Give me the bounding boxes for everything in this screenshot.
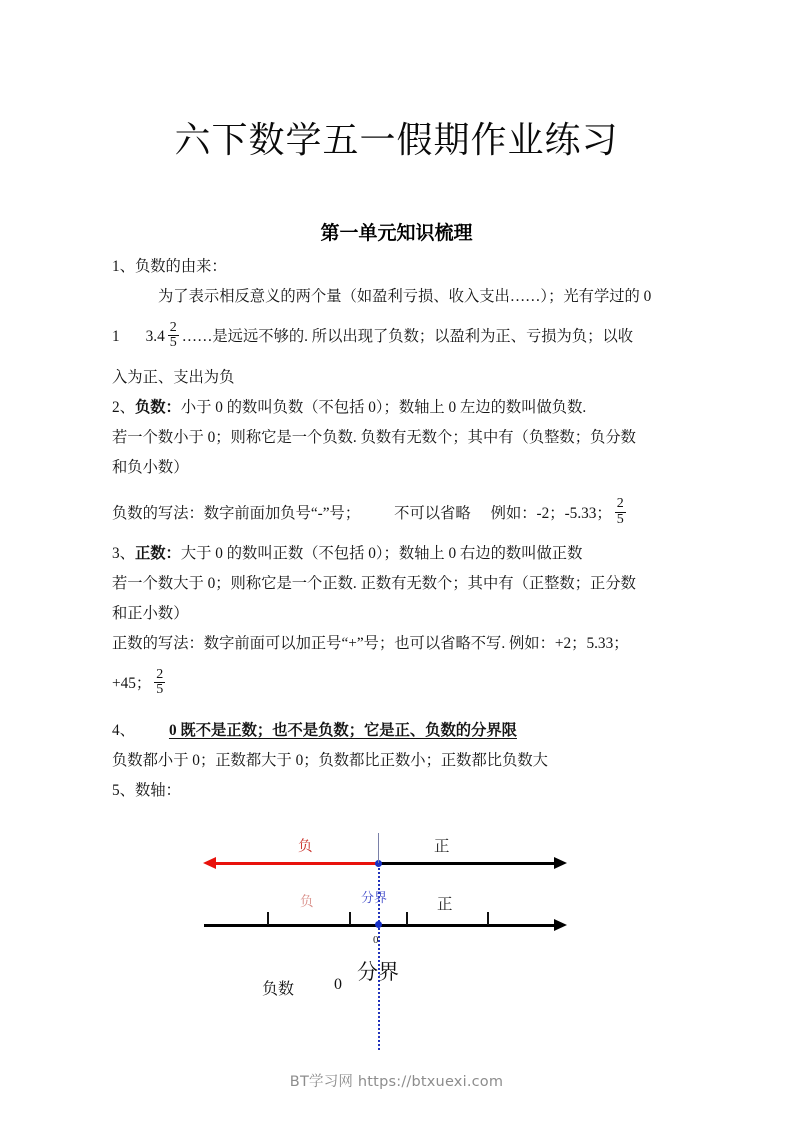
section-3-term: 正数： — [134, 545, 181, 563]
section-2-line-4 — [112, 496, 682, 530]
caption-boundary: 分界 — [357, 960, 399, 984]
lower-negative-label: 负 — [300, 894, 314, 909]
boundary-label-upper: 分界 — [361, 890, 388, 905]
section-1-label: 1、负数的由来： — [112, 258, 227, 275]
section-2-number: 2、 — [112, 398, 135, 416]
footer-watermark: BT学习网 https://btxuexi.com — [289, 1074, 504, 1090]
upper-positive-label: 正 — [434, 838, 450, 855]
caption-negative-numbers: 负数 — [262, 981, 295, 998]
section-1-p2-integer: 1 — [112, 328, 120, 345]
section-2-examples: 例如：-2；-5.33； — [490, 504, 612, 522]
tick-mark — [267, 912, 269, 925]
section-2-definition: 小于 0 的数叫负数（不包括 0）；数轴上 0 左边的数叫做负数. — [180, 398, 587, 416]
section-3-line-3: 和正小数） — [112, 605, 189, 623]
section-1-paragraph-1: 为了表示相反意义的两个量（如盈利亏损、收入支出……）；光有学过的 0 — [158, 288, 652, 305]
tick-mark — [349, 912, 351, 925]
section-2-notation-rule: 负数的写法：数字前面加负号“-”号； — [112, 504, 361, 522]
upper-negative-label: 负 — [298, 839, 313, 855]
fraction-numerator: 2 — [616, 496, 624, 512]
origin-zero-mark: 0 — [373, 934, 379, 946]
section-4-line-1 — [112, 716, 682, 746]
section-4-number: 4、 — [112, 721, 135, 739]
section-1-paragraph-2 — [112, 319, 682, 353]
section-1-p2-decimal: 3.4 — [145, 328, 165, 345]
section-3-definition: 大于 0 的数叫正数（不包括 0）；数轴上 0 右边的数叫做正数 — [180, 545, 583, 563]
spacer — [112, 700, 682, 716]
tick-mark — [406, 912, 408, 925]
fraction-positive-two-fifths — [154, 668, 165, 698]
caption-zero: 0 — [334, 976, 342, 993]
spacer — [112, 353, 682, 363]
lower-right-arrowhead — [554, 919, 567, 931]
spacer — [112, 529, 682, 539]
section-3-number: 3、 — [112, 545, 135, 563]
section-2-line-3: 和负小数） — [112, 458, 189, 476]
section-3-line-5 — [112, 666, 682, 700]
fraction-denominator: 5 — [616, 511, 624, 527]
section-1-p2-rest: ……是远远不够的. 所以出现了负数；以盈利为正、亏损为负；以收 — [181, 328, 634, 345]
page-title: 六下数学五一假期作业练习 — [174, 120, 619, 160]
section-2-term: 负数： — [134, 398, 181, 416]
section-5-label: 5、数轴： — [112, 781, 181, 799]
unit-heading: 第一单元知识梳理 — [320, 222, 473, 244]
section-4-line-2: 负数都小于 0；正数都大于 0；负数都比正数小；正数都比负数大 — [112, 751, 548, 769]
section-3-line-2: 若一个数大于 0；则称它是一个正数. 正数有无数个；其中有（正整数；正分数 — [112, 575, 636, 593]
number-line-figure — [0, 828, 793, 1058]
fraction-numerator: 2 — [156, 666, 164, 682]
tick-mark — [487, 912, 489, 925]
section-3-line-1 — [112, 539, 682, 569]
section-2-line-2: 若一个数小于 0；则称它是一个负数. 负数有无数个；其中有（负整数；负分数 — [112, 428, 636, 446]
fraction-two-fifths — [168, 321, 179, 351]
fraction-numerator: 2 — [169, 319, 177, 335]
spacer — [112, 312, 682, 322]
lower-positive-label: 正 — [437, 896, 453, 913]
spacer — [112, 659, 682, 669]
section-3-example-45: +45； — [112, 675, 152, 693]
section-2-line-1 — [112, 393, 682, 423]
upper-positive-ray — [378, 862, 556, 865]
upper-negative-ray — [216, 862, 378, 865]
section-2-no-omit: 不可以省略 — [394, 504, 471, 522]
section-3-line-4: 正数的写法：数字前面可以加正号“+”号；也可以省略不写. 例如：+2；5.33； — [112, 635, 629, 653]
boundary-line-upper-segment — [378, 833, 379, 863]
document-body — [112, 252, 682, 806]
upper-right-arrowhead — [554, 857, 567, 869]
fraction-negative-two-fifths — [615, 497, 626, 527]
fraction-denominator: 5 — [169, 335, 177, 351]
lower-origin-dot — [375, 921, 382, 928]
spacer — [112, 483, 682, 499]
fraction-denominator: 5 — [156, 682, 164, 698]
section-1-paragraph-3: 入为正、支出为负 — [112, 368, 235, 386]
section-4-zero-statement: 0 既不是正数；也不是负数；它是正、负数的分界限 — [168, 721, 517, 739]
upper-left-arrowhead — [203, 857, 216, 869]
